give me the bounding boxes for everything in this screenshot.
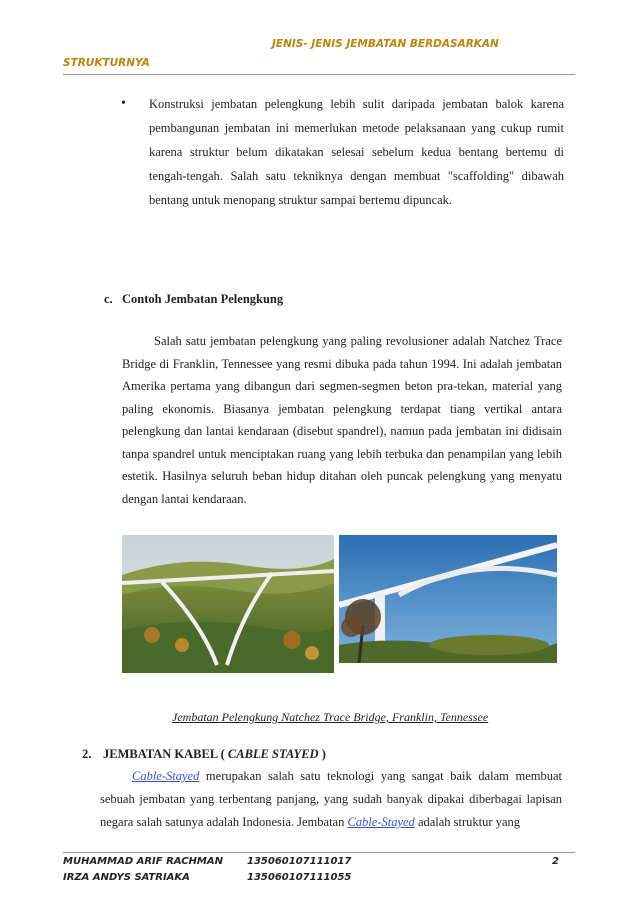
subsection-title: Contoh Jembatan Pelengkung: [122, 292, 284, 306]
figure-caption: Jembatan Pelengkung Natchez Trace Bridge, Franklin, Tennessee: [172, 710, 489, 724]
section-text-1: merupakan salah satu teknologi yang sangat baik dalam membuat sebuah jembatan yang terbentang panjang, yang sudah banyak dipakai diberbagai lapisan negara salah satunya adalah Indonesia. Jembatan: [100, 769, 562, 829]
bullet-item: [121, 92, 564, 212]
footer-author-2: IRZA ANDYS SATRIAKA: [63, 872, 190, 883]
header-title-line1: JENIS- JENIS JEMBATAN BERDASARKAN: [272, 38, 499, 50]
footer-nim-2: 135060107111055: [247, 872, 352, 883]
bridge-photo-tree: [339, 535, 557, 663]
section-heading: [82, 747, 326, 762]
bullet-text: Konstruksi jembatan pelengkung lebih sulit daripada jembatan balok karena pembangunan jembatan ini memerlukan metode pelaksanaan yang cukup rumit karena struktur belum dikatakan selesai sebelum kedua bentang bertemu di tengah-tengah. Salah satu tekniknya dengan membuat "scaffolding" dibawah bentang untuk menopang struktur sampai bertemu dipuncak.: [149, 97, 564, 207]
page-number: 2: [552, 856, 559, 867]
bridge-photo-valley: [122, 535, 334, 673]
footer-nim-1: 135060107111017: [247, 856, 352, 867]
subsection-paragraph: [122, 330, 562, 510]
bullet-dot-icon: •: [121, 96, 126, 111]
subsection-letter: c.: [104, 292, 113, 306]
section-text-2: adalah struktur yang: [414, 815, 520, 829]
cable-stayed-link-1[interactable]: Cable-Stayed: [132, 769, 200, 783]
cable-stayed-link-2[interactable]: Cable-Stayed: [347, 815, 415, 829]
section-title: JEMBATAN KABEL (: [103, 747, 228, 761]
section-paragraph: [100, 765, 562, 834]
section-number: 2.: [82, 747, 92, 761]
header-title-line2: STRUKTURNYA: [63, 57, 150, 69]
section-title-end: ): [318, 747, 326, 761]
subsection-heading: [104, 292, 283, 307]
footer-author-1: MUHAMMAD ARIF RACHMAN: [63, 856, 223, 867]
section-title-italic: CABLE STAYED: [227, 747, 319, 761]
footer-rule: [63, 852, 575, 853]
subsection-paragraph-text: Salah satu jembatan pelengkung yang paling revolusioner adalah Natchez Trace Bridge di Franklin, Tennessee yang resmi dibuka pada tahun 1994. Ini adalah jembatan Amerika pertama yang dibangun dari segmen-segmen beton pra-tekan, material yang paling ekonomis. Biasanya jembatan pelengkung terdapat tiang vertikal antara pelengkung dan lantai kendaraan (disebut spandrel), namun pada jembatan ini didisain tanpa spandrel untuk menciptakan ruang yang lebih terbuka dan penampilan yang lebih estetik. Hasilnya seluruh beban hidup ditahan oleh puncak pelengkung yang menyatu dengan lantai kendaraan.: [122, 334, 562, 506]
header-rule: [63, 74, 575, 75]
